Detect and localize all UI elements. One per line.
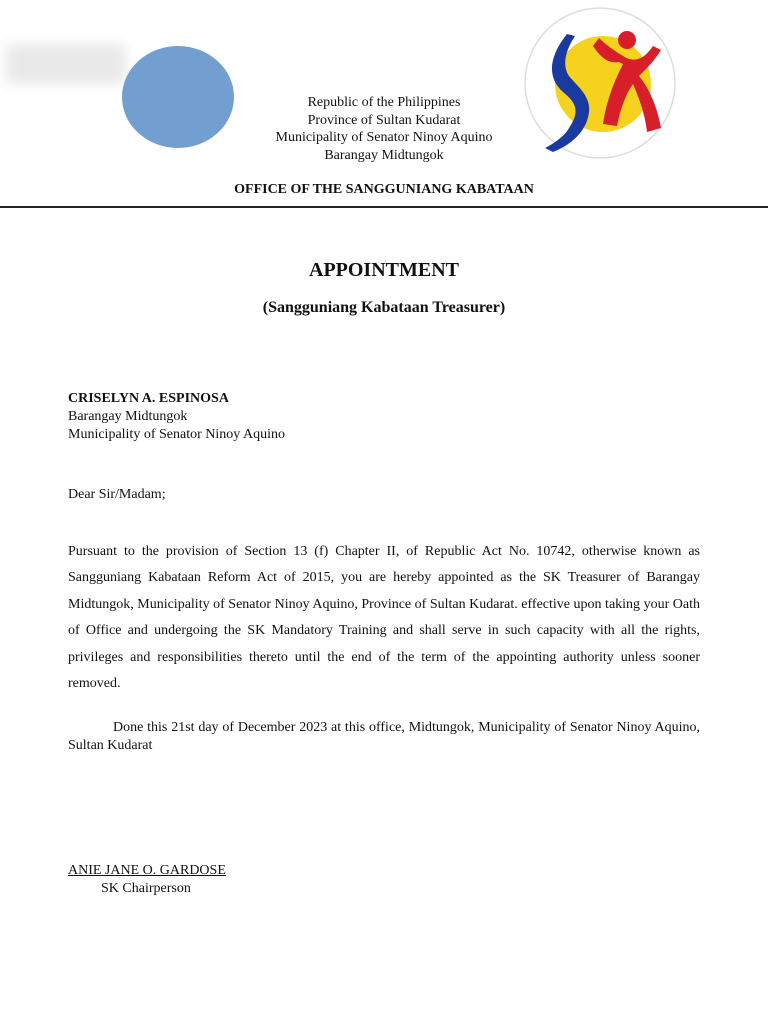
recipient-block	[68, 390, 285, 444]
letterhead-line: Municipality of Senator Ninoy Aquino	[275, 130, 493, 145]
signatory-position: SK Chairperson	[101, 881, 191, 896]
letterhead-address	[230, 94, 538, 164]
body-paragraph: Pursuant to the provision of Section 13 (f) Chapter II, of Republic Act No. 10742, otherwise known as Sangguniang Kabataan Reform Act of 2015, you are hereby appointed as the SK Treasurer of Barangay Midtungok, Municipality of Senator Ninoy Aquino, Province of Sultan Kudarat. effective upon taking your Oath of Office and undergoing the SK Mandatory Training and shall serve in such capacity with all the rights, privileges and responsibilities thereto until the end of the term of the appointing authority unless sooner removed.	[68, 544, 700, 692]
letterhead-line: Province of Sultan Kudarat	[307, 112, 461, 128]
salutation: Dear Sir/Madam;	[68, 487, 166, 502]
letterhead-line: Republic of the Philippines	[307, 95, 461, 110]
document-subtitle: (Sangguniang Kabataan Treasurer)	[262, 299, 506, 316]
letterhead-line: Barangay Midtungok	[324, 147, 444, 163]
closing-paragraph: Done this 21st day of December 2023 at this office, Midtungok, Municipality of Senator Ninoy Aquino, Sultan Kudarat	[68, 720, 700, 753]
signatory-name: ANIE JANE O. GARDOSE	[68, 863, 226, 878]
recipient-municipality: Municipality of Senator Ninoy Aquino	[68, 427, 285, 442]
document-title: APPOINTMENT	[309, 259, 459, 281]
municipal-seal	[122, 46, 234, 148]
signatory-block	[68, 862, 226, 898]
office-title: OFFICE OF THE SANGGUNIANG KABATAAN	[234, 182, 534, 197]
sk-logo	[523, 6, 677, 160]
header-divider	[0, 206, 768, 208]
recipient-name: CRISELYN A. ESPINOSA	[68, 391, 229, 406]
redacted-patch	[6, 44, 126, 84]
recipient-barangay: Barangay Midtungok	[68, 409, 188, 424]
